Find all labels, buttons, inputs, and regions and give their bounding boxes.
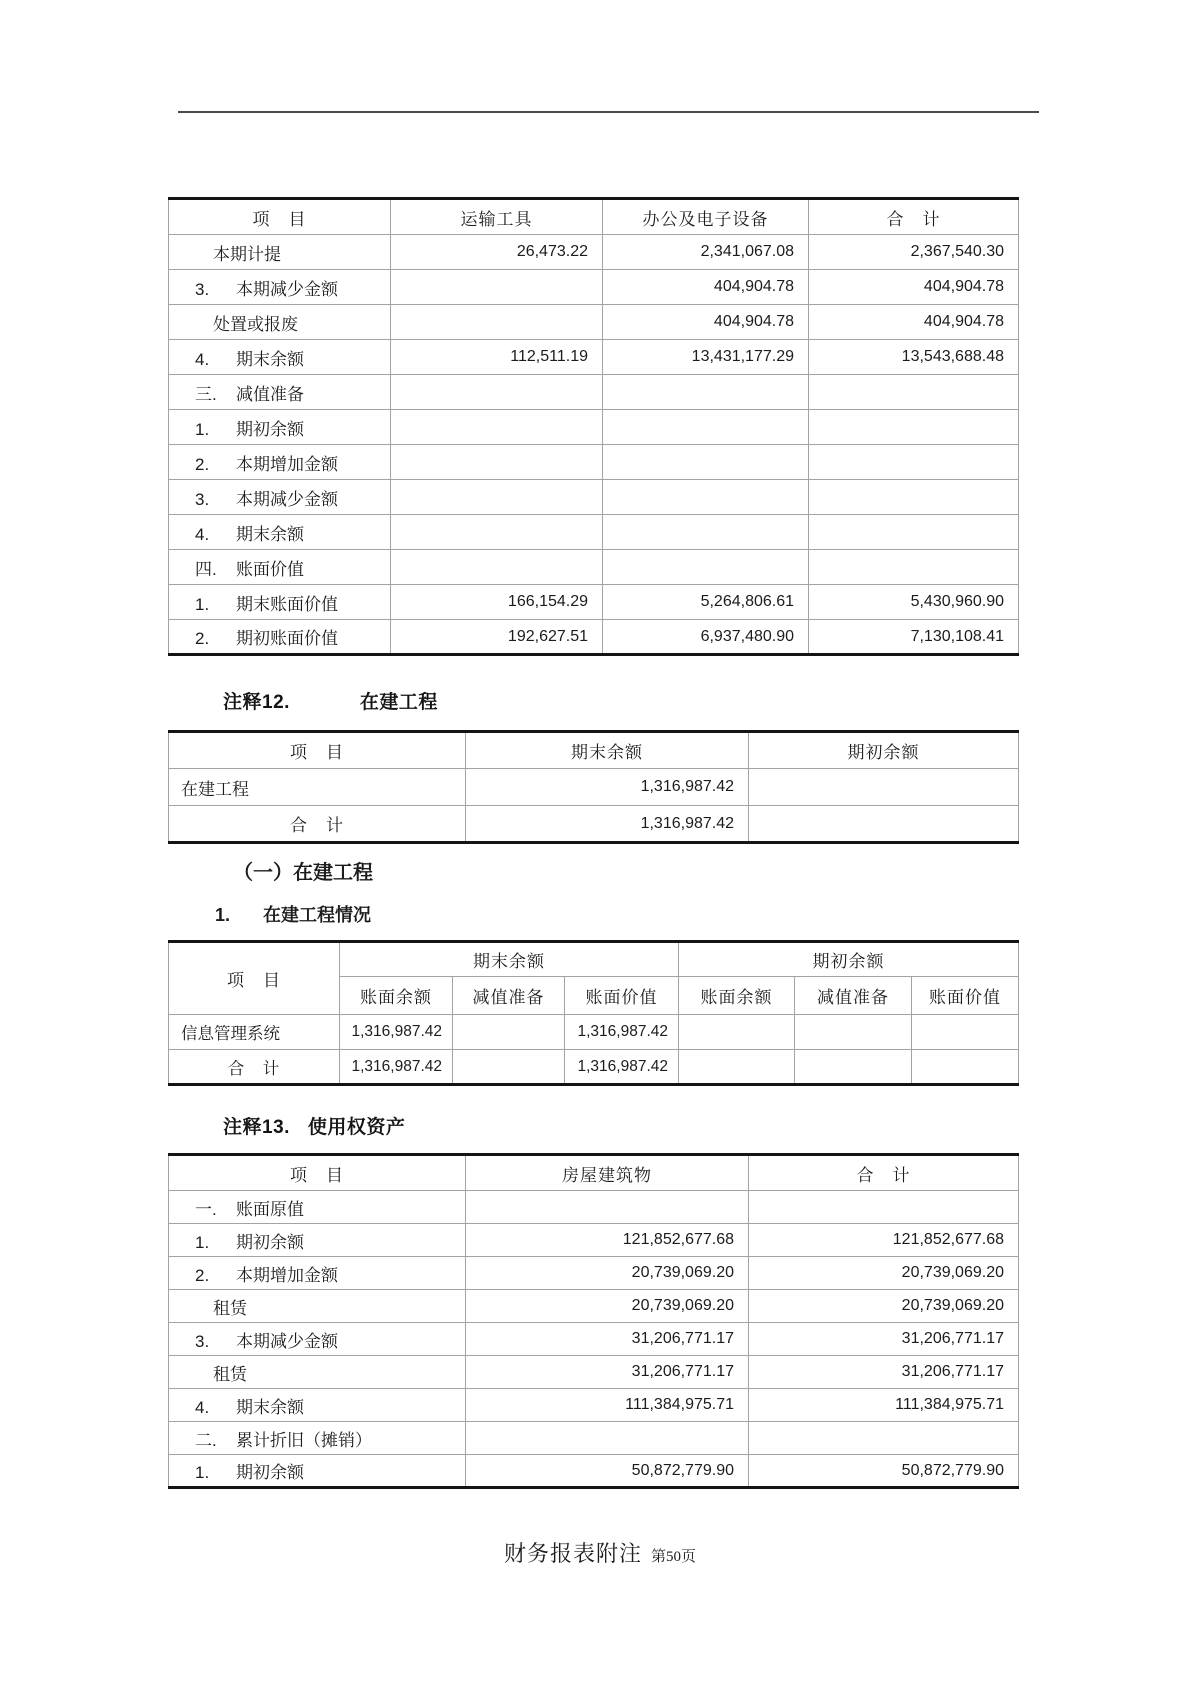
table-header-row (169, 942, 1019, 977)
cell-value: 1,316,987.42 (340, 1015, 453, 1050)
note13-heading (223, 1112, 405, 1139)
cell-value: 13,431,177.29 (603, 340, 809, 375)
cell-value (391, 515, 603, 550)
table-header-row (169, 199, 1019, 235)
note12-heading (223, 687, 438, 714)
cell-value (391, 410, 603, 445)
cell-value (679, 1050, 795, 1085)
row-number: 1. (195, 419, 210, 439)
row-label: 在建工程 (169, 769, 466, 806)
column-header: 期初余额 (749, 732, 1019, 769)
cell-value (749, 1191, 1019, 1224)
construction-in-progress-summary-table (168, 730, 1019, 844)
cell-value: 2,341,067.08 (603, 235, 809, 270)
table-row (169, 550, 1019, 585)
column-header: 期末余额 (466, 732, 749, 769)
row-label-text: 累计折旧（摊销） (236, 1430, 372, 1450)
cell-value: 6,937,480.90 (603, 620, 809, 655)
row-label-text: 本期减少金额 (236, 489, 338, 509)
row-label (169, 1323, 466, 1356)
column-header: 账面价值 (912, 977, 1019, 1015)
row-number: 三. (195, 384, 217, 404)
cell-value: 111,384,975.71 (466, 1389, 749, 1422)
column-group-header: 期末余额 (340, 942, 679, 977)
table-row (169, 375, 1019, 410)
cell-value: 31,206,771.17 (466, 1356, 749, 1389)
cell-value (391, 550, 603, 585)
row-label-text: 账面原值 (236, 1199, 304, 1219)
column-header: 减值准备 (453, 977, 565, 1015)
table-row (169, 585, 1019, 620)
cell-value: 112,511.19 (391, 340, 603, 375)
row-label (169, 480, 391, 515)
cell-value: 31,206,771.17 (749, 1356, 1019, 1389)
row-label (169, 375, 391, 410)
cell-value: 166,154.29 (391, 585, 603, 620)
row-number: 1. (195, 1463, 210, 1482)
cell-value: 50,872,779.90 (749, 1455, 1019, 1488)
row-label (169, 340, 391, 375)
row-number: 4. (195, 1397, 210, 1417)
column-header: 合 计 (809, 199, 1019, 235)
cell-value (466, 1191, 749, 1224)
table-row (169, 1015, 1019, 1050)
row-label: 信息管理系统 (169, 1015, 340, 1050)
cell-value: 2,367,540.30 (809, 235, 1019, 270)
table-row (169, 1422, 1019, 1455)
row-label-text: 期初余额 (236, 419, 304, 439)
cell-value: 121,852,677.68 (749, 1224, 1019, 1257)
table-row (169, 806, 1019, 843)
column-group-header: 期初余额 (679, 942, 1019, 977)
cell-value (809, 515, 1019, 550)
table-row (169, 620, 1019, 655)
cell-value: 20,739,069.20 (466, 1290, 749, 1323)
row-label (169, 1257, 466, 1290)
cell-value (809, 445, 1019, 480)
table-row (169, 235, 1019, 270)
cell-value: 111,384,975.71 (749, 1389, 1019, 1422)
column-header: 运输工具 (391, 199, 603, 235)
cell-value: 1,316,987.42 (340, 1050, 453, 1085)
note12-sub-heading-1: （一）在建工程 (233, 862, 373, 884)
cell-value (749, 806, 1019, 843)
column-header: 办公及电子设备 (603, 199, 809, 235)
row-label-text: 期末余额 (236, 524, 304, 544)
column-header: 减值准备 (795, 977, 912, 1015)
row-number: 1. (195, 1232, 210, 1252)
table-row (169, 445, 1019, 480)
cell-value (795, 1015, 912, 1050)
cell-value: 404,904.78 (603, 305, 809, 340)
cell-value: 20,739,069.20 (749, 1257, 1019, 1290)
column-header: 项 目 (169, 942, 340, 1015)
sub-heading-title: 在建工程情况 (263, 905, 371, 925)
column-header: 项 目 (169, 1155, 466, 1191)
row-label (169, 550, 391, 585)
cell-value: 50,872,779.90 (466, 1455, 749, 1488)
row-label (169, 1422, 466, 1455)
column-header: 项 目 (169, 732, 466, 769)
footer-title: 财务报表附注 (503, 1541, 642, 1566)
row-label (169, 620, 391, 655)
row-number: 2. (195, 1265, 210, 1285)
table-row (169, 1389, 1019, 1422)
column-header: 房屋建筑物 (466, 1155, 749, 1191)
cell-value (391, 270, 603, 305)
cell-value (603, 375, 809, 410)
sub-heading-number: 1. (215, 905, 231, 925)
row-label-text: 期初余额 (236, 1463, 304, 1482)
row-label-text: 减值准备 (236, 384, 304, 404)
table-row (169, 1191, 1019, 1224)
construction-in-progress-detail-table (168, 940, 1019, 1086)
column-header: 账面余额 (679, 977, 795, 1015)
row-label (169, 1389, 466, 1422)
row-number: 2. (195, 629, 210, 648)
table-row (169, 270, 1019, 305)
page-header-rule (178, 111, 1039, 113)
row-number: 3. (195, 279, 210, 299)
row-label-text: 期末账面价值 (236, 594, 338, 614)
row-number: 3. (195, 1331, 210, 1351)
cell-value (391, 375, 603, 410)
cell-value: 1,316,987.42 (466, 806, 749, 843)
row-label (169, 1191, 466, 1224)
row-label-text: 本期增加金额 (236, 1265, 338, 1285)
table-row (169, 480, 1019, 515)
table-row (169, 515, 1019, 550)
row-label-text: 期初账面价值 (236, 629, 338, 648)
cell-value (603, 480, 809, 515)
cell-value (466, 1422, 749, 1455)
cell-value (391, 480, 603, 515)
cell-value (809, 550, 1019, 585)
cell-value (453, 1015, 565, 1050)
cell-value (912, 1050, 1019, 1085)
row-label (169, 1224, 466, 1257)
cell-value: 31,206,771.17 (466, 1323, 749, 1356)
table-row (169, 769, 1019, 806)
table-row (169, 1257, 1019, 1290)
row-label: 租赁 (169, 1290, 466, 1323)
cell-value: 1,316,987.42 (565, 1050, 679, 1085)
cell-value: 121,852,677.68 (466, 1224, 749, 1257)
row-label (169, 1455, 466, 1488)
table-row (169, 1323, 1019, 1356)
row-label (169, 410, 391, 445)
row-number: 2. (195, 454, 210, 474)
row-number: 1. (195, 594, 210, 614)
row-number: 4. (195, 349, 210, 369)
cell-value: 404,904.78 (809, 305, 1019, 340)
table-header-row (169, 1155, 1019, 1191)
cell-value (749, 1422, 1019, 1455)
cell-value (603, 410, 809, 445)
note12-sub-heading-2 (215, 901, 371, 927)
note13-title: 使用权资产 (307, 1117, 406, 1138)
row-label (169, 445, 391, 480)
cell-value (795, 1050, 912, 1085)
row-number: 二. (195, 1430, 217, 1450)
row-label-text: 期末余额 (236, 1397, 304, 1417)
table-row (169, 410, 1019, 445)
cell-value (912, 1015, 1019, 1050)
cell-value: 404,904.78 (603, 270, 809, 305)
cell-value: 5,430,960.90 (809, 585, 1019, 620)
cell-value (391, 445, 603, 480)
cell-value (603, 515, 809, 550)
table-header-row (169, 732, 1019, 769)
row-label-text: 本期减少金额 (236, 279, 338, 299)
cell-value: 5,264,806.61 (603, 585, 809, 620)
cell-value (809, 480, 1019, 515)
row-label-text: 本期增加金额 (236, 454, 338, 474)
row-label-text: 本期减少金额 (236, 1331, 338, 1351)
cell-value: 192,627.51 (391, 620, 603, 655)
row-number: 3. (195, 489, 210, 509)
cell-value: 404,904.78 (809, 270, 1019, 305)
cell-value: 20,739,069.20 (466, 1257, 749, 1290)
table-row (169, 1050, 1019, 1085)
column-header: 合 计 (749, 1155, 1019, 1191)
table-row (169, 1455, 1019, 1488)
row-label-text: 账面价值 (236, 559, 304, 579)
cell-value (679, 1015, 795, 1050)
cell-value (603, 445, 809, 480)
table-row (169, 340, 1019, 375)
row-label: 合 计 (169, 1050, 340, 1085)
row-label: 处置或报废 (169, 305, 391, 340)
page-footer (0, 1537, 1200, 1568)
cell-value (809, 410, 1019, 445)
cell-value: 26,473.22 (391, 235, 603, 270)
column-header: 账面余额 (340, 977, 453, 1015)
table-row (169, 305, 1019, 340)
column-header: 项 目 (169, 199, 391, 235)
row-number: 一. (195, 1199, 217, 1219)
note12-number: 注释12. (223, 692, 290, 713)
cell-value (749, 769, 1019, 806)
cell-value (603, 550, 809, 585)
cell-value: 7,130,108.41 (809, 620, 1019, 655)
table-row (169, 1224, 1019, 1257)
row-number: 4. (195, 524, 210, 544)
cell-value (391, 305, 603, 340)
row-number: 四. (195, 559, 217, 579)
note13-number: 注释13. (223, 1117, 290, 1138)
cell-value: 20,739,069.20 (749, 1290, 1019, 1323)
row-label-text: 期初余额 (236, 1232, 304, 1252)
cell-value: 1,316,987.42 (466, 769, 749, 806)
row-label: 合 计 (169, 806, 466, 843)
row-label (169, 515, 391, 550)
note12-title: 在建工程 (359, 692, 438, 713)
row-label (169, 585, 391, 620)
column-header: 账面价值 (565, 977, 679, 1015)
cell-value (453, 1050, 565, 1085)
table-row (169, 1290, 1019, 1323)
fixed-assets-depreciation-table (168, 197, 1019, 656)
cell-value: 31,206,771.17 (749, 1323, 1019, 1356)
row-label: 租赁 (169, 1356, 466, 1389)
row-label (169, 270, 391, 305)
cell-value: 13,543,688.48 (809, 340, 1019, 375)
table-row (169, 1356, 1019, 1389)
cell-value (809, 375, 1019, 410)
footer-page-number: 第50页 (651, 1549, 697, 1565)
right-of-use-assets-table (168, 1153, 1019, 1489)
row-label-text: 期末余额 (236, 349, 304, 369)
row-label: 本期计提 (169, 235, 391, 270)
cell-value: 1,316,987.42 (565, 1015, 679, 1050)
